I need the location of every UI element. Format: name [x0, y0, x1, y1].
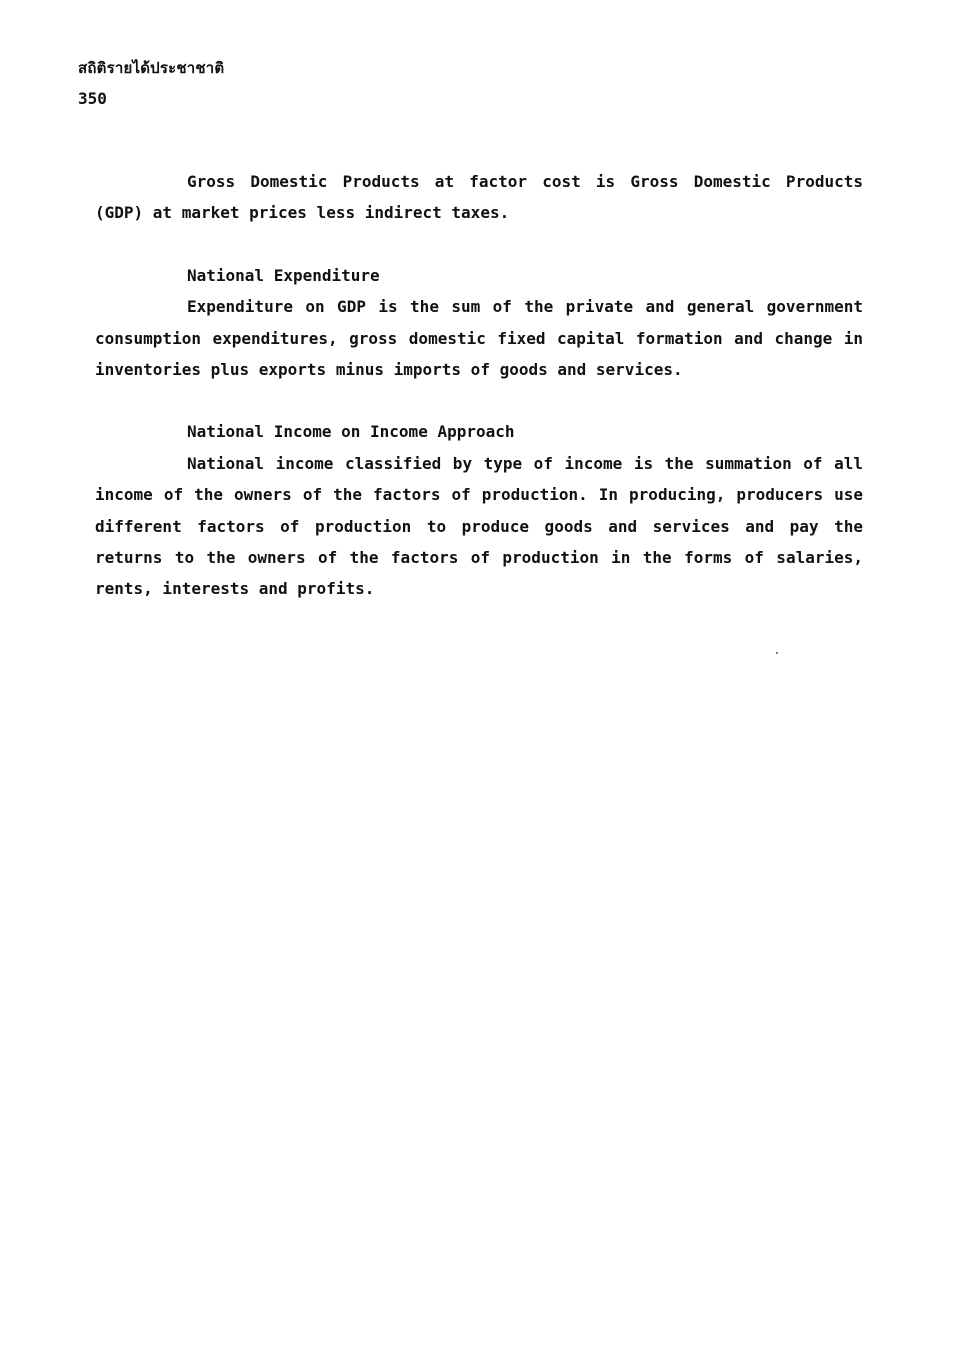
- section-national-expenditure: [95, 260, 863, 386]
- running-header-title: สถิติรายได้ประชาชาติ: [78, 59, 225, 77]
- page-body: [95, 166, 863, 605]
- section-national-income: [95, 416, 863, 604]
- page-number: 350: [78, 89, 107, 108]
- section-heading: National Income on Income Approach: [187, 422, 515, 442]
- section-heading: National Expenditure: [187, 265, 380, 285]
- section-paragraph: National income classified by type of income is the summation of all income of the owners of the factors of production. In producing, producers use different factors of production to produce goods and services and pay the returns to the owners of the factors of production in the forms of salaries, rents, interests and profits.: [95, 453, 863, 599]
- section-paragraph: Expenditure on GDP is the sum of the private and general government consumption expenditures, gross domestic fixed capital formation and change in inventories plus exports minus imports of goods and services.: [95, 297, 863, 380]
- scan-speck: [776, 652, 778, 654]
- intro-paragraph: Gross Domestic Products at factor cost is Gross Domestic Products (GDP) at market prices less indirect taxes.: [95, 172, 863, 223]
